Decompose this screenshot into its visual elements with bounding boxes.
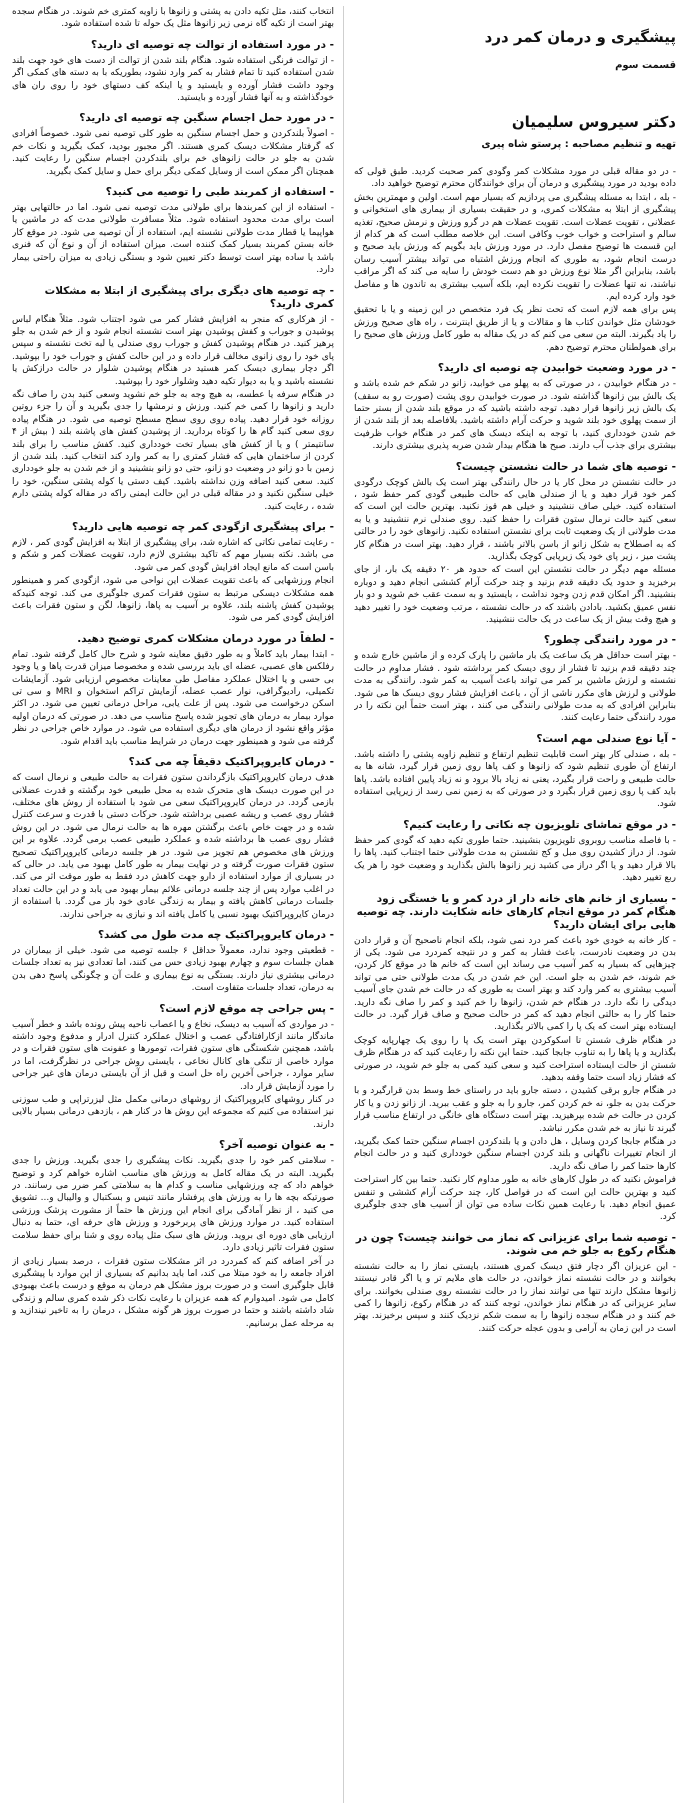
section-heading: - استفاده از کمربند طبی را توصیه می کنید؟ — [105, 186, 334, 199]
paragraph: مسئله مهم دیگر در حالت نشستن این است که حدود هر ۲۰ دقیقه یک بار، از جای برخیزید و حدود یک دقیقه قدم بزنید و چند حرکت آرام کششی انجام دهید و دوباره بنشینید. اگر امکان قدم زدن وجود نداشت ، بایستید و به سمت عقب خم شوید و دو بار نفس عمیق بکشید. بادادن باشند که در حالت نشسته ، مرتب وضعیت خود را تغییر دهید و هیچ وقت بیش از یک ساعت در یک حالت ننشینید. — [354, 565, 676, 625]
section-heading: - درمان کایروپراکتیک دقیقاً چه می کند؟ — [128, 756, 334, 769]
paragraph: - سلامتی کمر خود را جدی بگیرید. نکات پیشگیری را جدی بگیرید. ورزش را جدی بگیرید. البته در یک مقاله کامل به ورزش های مناسب اشاره خواهم کرد و توضیح خواهم داد که چه ورزشهایی مناسب و کدام ها به سلامتی کمر ضرر می رسانند. در صورتیکه بچه ها را به ورزش های پرفشار مانند تنیس و بسکتبال و والیبال و... تشویق می کنید ، از نظر آمادگی برای انجام این ورزش ها حتماً از مشورت پزشک ورزشی استفاده کنید. در موارد ورزش های پربرخورد و ورزش های حرفه ای، حتما به دنبال ارزیابی های دوره ای بروید. ورزش های سبک مثل پیاده روی و شنا برای حفظ سلامت ستون فقرات تاثیر زیادی دارد. — [12, 1156, 334, 1254]
section-heading: - در مورد استفاده از توالت چه توصیه ای دارید؟ — [91, 38, 334, 51]
paragraph: - در مواردی که آسیب به دیسک، نخاع و یا اعصاب ناحیه پیش رونده باشد و خطر آسیب ماندگار مانند ازکارافتادگی عصب و اختلال عملکرد کنترل ادرار و مدفوع وجود داشته باشد، همچنین شکستگی های ستون فقرات، تومورها و عفونت های ستون فقرات و در موارد خاصی از تنگی های کانال نخاعی ، بایستی روش جراحی در نظرگرفت، اما در سایر موارد ، جراحی آخرین راه حل است و قبل از آن بایستی درمان های غیر جراحی را مورد آزمایش قرار داد. — [12, 1019, 334, 1092]
section-heading: - در مورد وضعیت خوابیدن چه توصیه ای دارید؟ — [437, 362, 676, 375]
paragraph: در کنار روشهای کایروپراکتیک از روشهای درمانی مکمل مثل لیزرتراپی و طب سوزنی نیز استفاده می کنیم که مجموعه این روش ها در کنار هم ، بازدهی درمانی بسیار بالایی دارند. — [12, 1095, 334, 1130]
paragraph: - این عزیزان اگر دچار فتق دیسک کمری هستند، بایستی نماز را به حالت نشسته بخوانند و در حالت نشسته نماز خواندن، در حالت های ملایم تر و یا اگر قادر نیستند زانوها مشکل دارند تنها می توانند نماز را در حالت نشسته روی صندلی بخوانند. برای سایر عزیزانی که در هنگام نماز خواندن، توجه کنند که در هنگام رکوع، زانوها را کمی خم کنند و در هنگام سجده زانوها را به سمت شکم نزدیک کنند و سپس برخیزند. بهتر است در این زمان به آرامی و بدون عجله حرکت کنند. — [354, 1261, 676, 1334]
paragraph: پس برای همه لازم است که تحت نظر یک فرد متخصص در این زمینه و یا با تحقیق خودشان مثل خواندن کتاب ها و مقالات و یا از طریق اینترنت ، راه های صحیح ورزش را یاد بگیرند. البته من سعی می کنم که در یک مقاله به طور کامل ورزش های صحیح را برای همولطنان محترم توضیح دهم. — [354, 305, 676, 353]
column-divider — [343, 6, 344, 1803]
paragraph: - اصولاً بلندکردن و حمل اجسام سنگین به طور کلی توصیه نمی شود. خصوصاً افرادی که گرفتار مشکلات دیسک کمری هستند. اگر مجبور بودید، کمک بگیرید و نکات خم شدن به جلو در حالت زانوهای خم برای بلندکردن اجسام سنگین را رعایت کنید. همچنان اگر ممکن است از وسایل کمکی دیگر برای حمل و سایل کمک بگیرید. — [12, 129, 334, 177]
article-part: قسمت سوم — [615, 60, 676, 71]
paragraph: در هنگام سرفه یا عطسه، به هیچ وجه به جلو خم نشوید وسعی کنید بدن را صاف نگه دارید و زانوها را کمی خم کنید. ورزش و نرمشها را جدی بگیرید و آن را جزء روتین روزانه خود قرار دهید. پیاده روی روی سطح مسطح توصیه می شود. در هنگام پیاده روی سعی کنید گام ها را کوتاه بردارید. از پوشیدن کفش های پاشنه بلند ( بیش از ۴ سانتیمتر ) و یا از کفش های بسیار تخت خودداری کنید. کفش مناسب را برای بلند کردن از ساختمان هایی که فشار کمتری را به کمر وارد کند انتخاب کنید. بلند شدن از زمین با دو زانو در وضعیت دو زانو، حتی دو زانو بنشینید و از خم شدن به جلو خودداری کنید. سعی کنید اضافه وزن نداشته باشید. کیف دستی یا کوله پشتی سنگین، خود را خیلی سنگین نکنید و در مقاله قبلی در این حالت ایمنی راکه در مقاله کوله پشتی دارم شده ، رعایت کنید. — [12, 389, 334, 512]
section-heading: - درمان کایروپراکتیک چه مدت طول می کشد؟ — [97, 928, 334, 941]
section-heading: - در مورد حمل اجسام سنگین چه توصیه ای دارید؟ — [79, 112, 334, 125]
section-heading: - توصیه های شما در حالت نشستن چیست؟ — [455, 460, 676, 473]
paragraph: - بله ، صندلی کار بهتر است قابلیت تنظیم ارتفاع و تنظیم زاویه پشتی را داشته باشد. ارتفاع آن طوری تنظیم شود که زانوها و کف پاها روی زمین قرار گیرد، شانه ها به حالت طبیعی و راحت قرار بگیرد، یعنی نه زیاد بالا برود و نه زیاد پایین افتاده باشد. پاها باید کف پا روی زمین قرار بگیرد و در صورتی که به زمین نمی رسد از زیرپایی استفاده شود. — [354, 749, 676, 810]
paragraph: در هنگام جارو برقی کشیدن ، دسته جارو باید در راستای خط وسط بدن قرارگیرد و با حرکت بدن به جلو، نه خم کردن کمر، جارو را به جلو و عقب ببرید. از زانو زدن و یا کار کردن در حالت خم شده بپرهیزید. بهتر است دستگاه های خانگی در ارتفاع مناسب قرار گیرند تا نیاز به خم شدن مکرر نباشد. — [354, 1086, 676, 1134]
right-column — [354, 6, 676, 1336]
author-name: دکتر سیروس سلیمیان — [511, 113, 676, 131]
section-heading: - توصیه شما برای عزیزانی که نماز می خوانند چیست؟ چون در هنگام رکوع به جلو خم می شوند. — [355, 1231, 676, 1257]
section-heading: - به عنوان توصیه آخر؟ — [218, 1139, 334, 1152]
section-heading: - بسیاری از خانم های خانه دار از درد کمر و یا خستگی زود هنگام کمر در موقع انجام کارهای خانه شکایت دارند. چه توصیه هایی برای ایشان دارید؟ — [356, 892, 676, 931]
paragraph: انتخاب کنند، مثل تکیه دادن به پشتی و زانوها با زاویه کمتری خم شوند. در هنگام سجده بهتر است از تکیه گاه نرمی زیر زانوها مثل یک حوله تا شده استفاده شود. — [12, 7, 334, 30]
paragraph: فراموش نکنید که در طول کارهای خانه به طور مداوم کار نکنید. حتما بین کار استراحت کنید و بهترین حالت این است که در فواصل کار، چند حرکت آرام کششی و تنفس عمیق انجام دهید. با رعایت همین نکات ساده می توان از آسیب های جدی جلوگیری کرد. — [354, 1175, 676, 1223]
paragraph: در هنگام ظرف شستن تا اسکوکردن بهتر است یک پا را روی یک چهارپایه کوچک بگذارید و یا پاها را به تناوب جابجا کنید. حتما این نکته را رعایت کنید که در هنگام ظرف شستن از حالت ایستاده استراحت کنید و سعی کنید کمی به جلو خم شوید، در صورتی که فشار زیاد است حتما وقفه بدهید. — [354, 1035, 676, 1083]
section-heading: - در مورد رانندگی چطور؟ — [543, 634, 676, 647]
paragraph: - در هنگام خوابیدن ، در صورتی که به پهلو می خوابید، زانو در شکم خم شده باشد و یک بالش بین زانوها گذاشته شود. در صورت خوابیدن روی پشت (صورت رو به سقف) یک بالش زیر زانوها قرار دهید. توجه داشته باشید که در موقع بلند شدن از بستر حتما از سمت پهلوی خود بلند شوید و حرکت آرام داشته باشید. بلافاصله بعد از بلند شدن از خم شدن خودداری کنید، با توجه به اینکه دیسک های کمر در هنگام خواب ظرفیت بیشتری برای جذب آب دارند. صبح ها هنگام بیدار شدن ضربه پذیری بیشتری دارند. — [354, 379, 676, 452]
paragraph: - بله ، ابتدا به مسئله پیشگیری می پردازیم که بسیار مهم است. اولین و مهمترین بخش پیشگیری از ابتلا به مشکلات کمری، و در حقیقت بسیاری از بیماری های استخوانی و عضلانی ، تقویت عضلات است. تقویت عضلات هم در گرو ورزش و نرمش صحیح، تغذیه سالم و استراحت و خواب خوب وکافی است. این خلاصه مطلب است که هر کدام از این قسمت ها توضیح مفصل دارد. در مورد ورزش باید بگویم که ورزش باید صحیح و درست انجام شود، به طوری که انجام ورزش اشتباه می تواند بیشتر آسیب رسان باشد، بنابراین اگر مثلا نوع ورزش دو هم دست خودش را سایه می کند که اگر مراقب نباشند، نه تنها عضلات را تقویت نکرده ایم، بلکه آسیب بیشتری به تاندون ها و مفاصل خود وارد کرده ایم. — [354, 192, 676, 303]
paragraph: در آخر اضافه کنم که کمردرد در اثر مشکلات ستون فقرات ، درصد بسیار زیادی از افراد جامعه را به خود مبتلا می کند، اما باید بدانیم که بسیاری از این موارد با پیشگیری قابل جلوگیری است و در صورت بروز مشکل هم درمان به موقع و درست باعث بهبودی کامل می شود. امیدوارم که همه عزیزان با رعایت نکات ذکر شده کمری سالم و زندگی شاد داشته باشند و حتما در صورت بروز هر گونه مشکل ، درمان را به تاخیر نیندازید و به مرحله عمل برسانیم. — [12, 1256, 334, 1329]
paragraph: هدف درمان کایروپراکتیک بازگرداندن ستون فقرات به حالت طبیعی و نرمال است که در این صورت دیسک های متحرک شده به محل طبیعی خود برگشته و قدرت عضلانی بازمی گردد. در درمان کایروپراکتیک سعی می شود با استفاده از روش های مختلف، فشار روی عصب و ریشه عصبی برداشته شود. حرکات دستی با قدرت و سرعت کنترل شده و در جهت خاص باعث برگشتن مهره ها به حالت نرمال می شود. در این روش فشار روی عصب ها برداشته شده و عملکرد طبیعی عصب برمی گردد. علاوه بر این ورزش های مخصوص هم تجویز می شود. در هر جلسه درمانی کایروپراکتیک تصحیح ستون فقرات صورت گرفته و در نهایت بیمار به طور کامل بهبود می یابد. در حالی که در بسیاری از موارد استفاده از دارو جهت کاهش درد فقط به طور موقت اثر می کند. در اغلب موارد پس از چند جلسه درمانی علائم بیمار بهبود می یابد و در این حالت تعداد جلسات درمانی کاهش یافته و بیمار به زندگی عادی خود باز می گردد. با استفاده از درمان کایروپراکتیک بهبود نسبی یا کامل یافته اند و نیازی به جراحی ندارند. — [12, 773, 334, 920]
paragraph: در حالت نشستن در محل کار یا در حال رانندگی بهتر است یک بالش کوچک درگودی کمر خود قرار دهید و یا از صندلی هایی که حالت طبیعی گودی کمر حفظ شود ، استفاده کنید. خیلی صاف ننشینید و خیلی هم قوز نکنید. بهترین حالت این است که سعی کنید حالت نرمال ستون فقرات را حفظ کنید. روی صندلی نرم ننشینید و یا به مدت طولانی از یک وضعیت ثابت برای نشستن استفاده نکنید. زانوهای خود را در حالتی که به اصطلاح به شکل زانو از باسن بالاتر باشند ، قرار دهید. بهتر است در هنگام کار پشت میز ، زیر پای خود یک زیرپایی کوچک بگذارید. — [354, 477, 676, 562]
section-heading: - لطفاً در مورد درمان مشکلات کمری توضیح دهید. — [77, 632, 334, 645]
section-heading: - چه توصیه های دیگری برای پیشگیری از ابتلا به مشکلات کمری دارید؟ — [44, 284, 334, 310]
paragraph: در هنگام جابجا کردن وسایل ، هل دادن و یا بلندکردن اجسام سنگین حتما کمک بگیرید، از انجام تغییرات ناگهانی و بلند کردن اجسام سنگین خودداری کنید و در حالت انجام کارها حتما کمر را صاف نگه دارید. — [354, 1137, 676, 1172]
paragraph: - از توالت فرنگی استفاده شود. هنگام بلند شدن از توالت از دست های خود جهت بلند شدن استفاده کنید تا تمام فشار به کمر وارد نشود، بطوریکه با به دسته های کمکی اگر وجود داشت فشار آورده و بایستید و یا اینکه کف دستهای خود را روی ران های خودگذاشته و به آنها فشار آورده و بایستید. — [12, 55, 334, 104]
section-heading: - آیا نوع صندلی مهم است؟ — [536, 732, 676, 745]
paragraph: - رعایت تمامی نکاتی که اشاره شد، برای پیشگیری از ابتلا به افزایش گودی کمر ، لازم می باشد. نکته بسیار مهم که تاکید بیشتری لازم دارد، تقویت عضلات کمر و شکم و باسن است که مانع ایجاد افزایش گودی کمر می شود. — [12, 538, 334, 573]
paragraph: - ابتدا بیمار باید کاملاً و به طور دقیق معاینه شود و شرح حال کامل گرفته شود. تمام رفلکس های عصبی، عضله ای باید بررسی شده و مخصوصا میزان قدرت پاها و یا وجود بی حسی و یا اختلال عملکرد مفاصل طی معاینات مخصوص ارزیابی شود. آزمایشات تکمیلی، رادیوگرافی، نوار عصب عضله، آزمایش تراکم استخوان و MRI و سی تی اسکن درخواست می شود. پس از علت یابی، مراحل درمانی تعیین می شود. در اکثر موارد بیمار به درمان های تجویز شده پاسخ مناسب می دهد. در صورتی که درمان اولیه مؤثر واقع نشود از درمان های دیگری استفاده می شود. در موارد خاص جراحی در نظر گرفته می شود و همینطور جهت درمان در شرایط مناسب باید اقدام شود. — [12, 649, 334, 747]
paragraph: انجام ورزشهایی که باعث تقویت عضلات این نواحی می شود، ازگودی کمر و همینطور همه مشکلات دیسکی مرتبط به ستون فقرات کمری جلوگیری می کند. توجه کنیدکه پوشیدن کفش پاشنه بلند، علاوه بر آسیب به پاها، زانوها، لگن و ستون فقرات باعث افزایش گودی کمر می شود. — [12, 576, 334, 624]
paragraph: - قطعیتی وجود ندارد، معمولاً حداقل ۶ جلسه توصیه می شود. خیلی از بیماران در همان جلسات سوم و چهارم بهبود زیادی حس می کنند، اما تعدادی نیز به تعداد جلسات درمانی بیشتری نیاز دارند. بستگی به نوع بیماری و علت آن و چگونگی پاسخ دهی بدن به درمان، تعداد جلسات متفاوت است. — [12, 945, 334, 994]
section-heading: - برای پیشگیری ازگودی کمر چه توصیه هایی دارید؟ — [72, 521, 334, 533]
paragraph: - بهتر است حداقل هر یک ساعت یک بار ماشین را پارک کرده و از ماشین خارج شده و چند دقیقه قدم بزنید تا فشار از روی دیسک کمر برداشته شود . فشار مداوم در حالت نشسته و لرزش ماشین بر کمر می تواند باعث آسیب به کمر شود. رانندگی به مدت طولانی و لرزش های مکرر ناشی از آن ، باعث افزایش فشار روی دیسک ها می شود. بنابراین افرادی که به مدت طولانی رانندگی می کنند ، بهتر است حتماً این نکته را در مورد رانندگی حتما رعایت کنند. — [354, 651, 676, 724]
section-heading: - در موقع تماشای تلویزیون چه نکاتی را رعایت کنیم؟ — [403, 818, 676, 831]
paragraph: - کار خانه به خودی خود باعث کمر درد نمی شود، بلکه انجام ناصحیح آن و قرار دادن بدن در وضعیت نادرست، باعث فشار به کمر و در نتیجه کمردرد می شود. یکی از چیزهایی که بسیار به کمر آسیب می رساند این است که خانم ها در موقع کار کردن، خم شوند، خم شدن به جلو است. این خم شدن در یک مدت طولانی حتی می تواند آسیب بیشتری به کمر وارد کند و بهتر است به طوری که در حالت خم شدن جای آسیب دیدگی را نگه دارد. در هنگام خم شدن، زانوها را خم کنید و کمر را صاف نگه دارید. حتما کار را به حالتی انجام دهید که کمر در حالت صحیح و صاف قرار گیرد. در حالت ایستاده بهتر است که یک پا را کمی بالاتر بگذارید. — [354, 935, 676, 1033]
paragraph: - با فاصله مناسب روبروی تلویزیون بنشینید. حتما طوری تکیه دهید که گودی کمر حفظ شود. از دراز کشیدن روی مبل و کج نشستن به مدت طولانی حتما اجتناب کنید. پاها را بالا قرار دهید و یا اگر دراز می کشید زیر زانوها بالش بگذارید و وضعیت خود را هر یک ربع تغییر دهید. — [354, 835, 676, 884]
left-column — [12, 6, 334, 1331]
paragraph: - در دو مقاله قبلی در مورد مشکلات کمر وگودی کمر صحبت کردید. طبق قولی که داده بودید در مورد پیشگیری و درمان آن برای خوانندگان محترم توضیح خواهید داد. — [354, 167, 676, 190]
editor-credit: تهیه و تنظیم مصاحبه : پرستو شاه پیری — [481, 139, 676, 150]
paragraph: - از هرکاری که منجر به افزایش فشار کمر می شود اجتناب شود. مثلاً هنگام لباس پوشیدن و جوراب و کفش پوشیدن بهتر است نشسته انجام شود و از خم شدن به جلو پرهیز کنید. در هنگام پوشیدن کفش و جوراب روی صندلی یا لبه تخت نشسته و سپس پای خود را روی زانوی مخالف قرار داده و در این حالت کفش و جوراب خود را بپوشید. اگر دچار بیماری دیسک کمر هستید در هنگام پوشیدن شلوار در حالت درازکش یا نشسته باشید و یا به دیوار تکیه دهید وشلوار خود را بپوشید. — [12, 314, 334, 387]
article-title: پیشگیری و درمان کمر درد — [484, 28, 676, 46]
paragraph: - استفاده از این کمربندها برای طولانی مدت توصیه نمی شود. اما در حالتهایی بهتر است برای مدت محدود استفاده شود. مثلاً مسافرت طولانی مدت که در ماشین یا هواپیما یا قطار مدت طولانی نشسته ایم، استفاده از آن توصیه می شود. در موقع کار خانه بستن کمربند بسیار کمک کننده است. میزان استفاده از آن و نوع آن که فنری باشد یا ساده بهتر است توسط دکتر تعیین شود و بستگی زیادی به میزان راحتی بیمار دارد. — [12, 203, 334, 276]
section-heading: - پس جراحی چه موقع لازم است؟ — [159, 1002, 334, 1015]
